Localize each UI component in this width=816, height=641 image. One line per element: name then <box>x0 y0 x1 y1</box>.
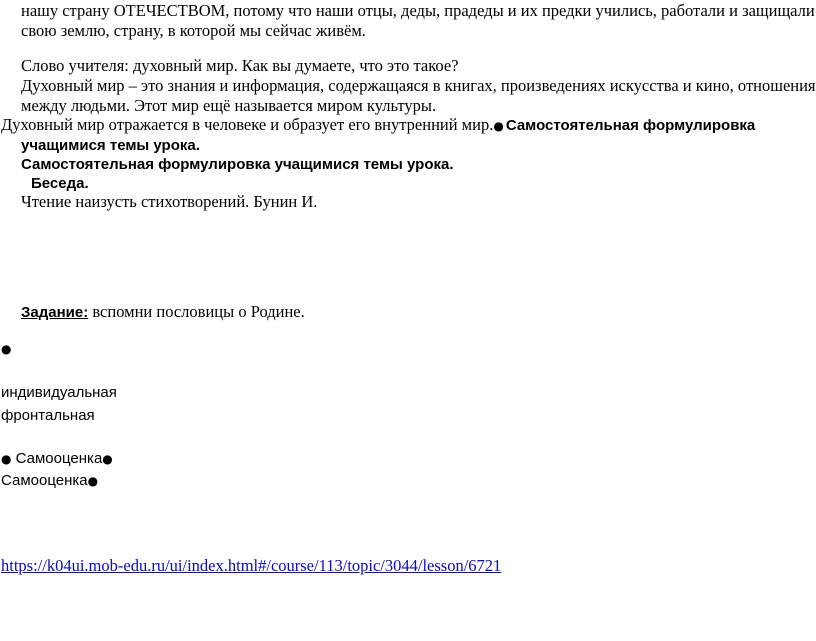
paragraph-line: между людьми. Этот мир ещё называется миром культуры. <box>21 96 437 115</box>
bullet-icon: ● <box>493 119 504 133</box>
recitation-line: Чтение наизусть стихотворений. Бунин И. <box>21 192 318 211</box>
bullet-icon: ● <box>1 342 12 356</box>
paragraph-line: Духовный мир – это знания и информация, содержащаяся в книгах, произведениях искусства и кино, отношения <box>21 76 816 95</box>
self-assessment-line <box>1 451 113 466</box>
bullet-icon: ● <box>1 452 12 466</box>
formulation-heading: Самостоятельная формулировка учащимися темы урока. <box>21 156 454 173</box>
bullet-icon: ● <box>102 452 113 466</box>
bullet-line <box>1 341 11 357</box>
inner-world-line <box>1 117 755 134</box>
self-assessment-text: Самооценка <box>1 472 88 489</box>
work-form-frontal: фронтальная <box>1 407 95 424</box>
self-assessment-line <box>1 473 98 488</box>
inner-world-text: Духовный мир отражается в человеке и образует его внутренний мир. <box>1 115 494 134</box>
self-assessment-text: Самооценка <box>15 450 103 467</box>
conversation-heading: Беседа. <box>31 175 89 192</box>
task-text: вспомни пословицы о Родине. <box>88 302 305 321</box>
formulation-bold-text: Самостоятельная формулировка <box>505 117 756 134</box>
work-form-individual: индивидуальная <box>1 384 117 401</box>
formulation-bold-continued: учащимися темы урока. <box>21 137 200 154</box>
task-line <box>21 304 305 321</box>
task-label: Задание: <box>21 304 89 321</box>
bullet-icon: ● <box>87 474 99 488</box>
paragraph-line: нашу страну ОТЕЧЕСТВОМ, потому что наши отцы, деды, прадеды и их предки учились, работали и защищали <box>21 1 815 20</box>
lesson-link[interactable]: https://k04ui.mob-edu.ru/ui/index.html#/course/113/topic/3044/lesson/6721 <box>1 556 502 575</box>
paragraph-line: свою землю, страну, в которой мы сейчас живём. <box>21 21 366 40</box>
teacher-word-line: Слово учителя: духовный мир. Как вы думаете, что это такое? <box>21 56 459 75</box>
